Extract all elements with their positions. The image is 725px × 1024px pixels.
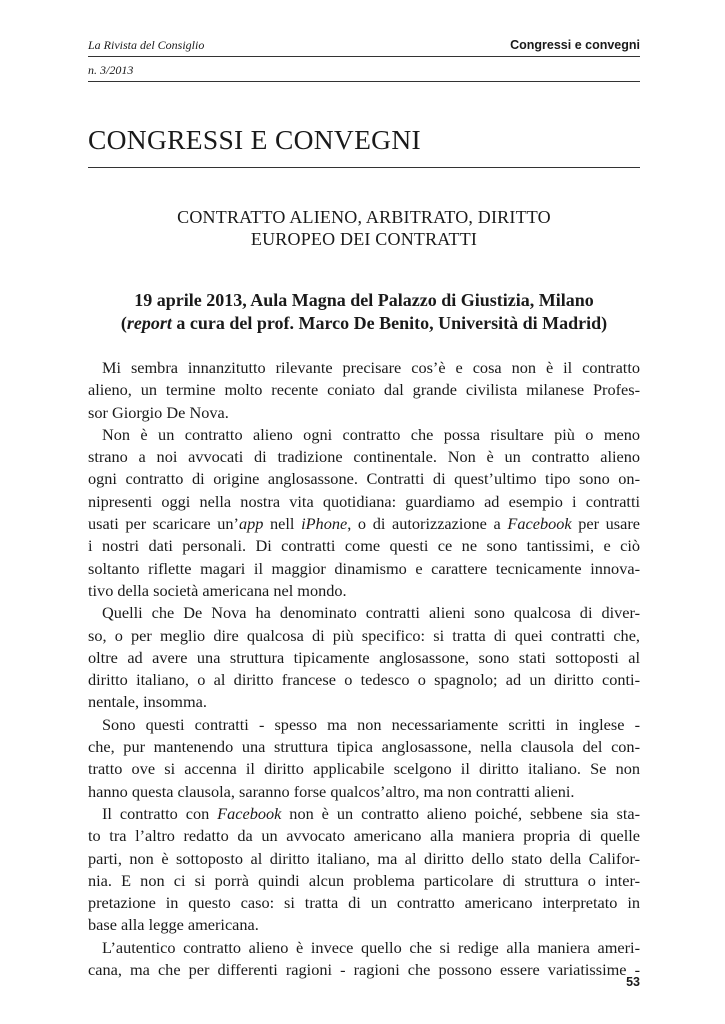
article-title-line: EUROPEO DEI CONTRATTI — [250, 229, 478, 249]
text-line: soltanto riflette magari il maggior dinamismo e carattere tecnicamente innova- — [88, 558, 640, 578]
text-line: sor Giorgio De Nova. — [88, 402, 229, 422]
page-number: 53 — [626, 975, 640, 989]
paragraph — [88, 424, 640, 602]
text-line: Quelli che De Nova ha denominato contratti alieni sono qualcosa di diver- — [102, 603, 640, 623]
text-line: to tra l’altro redatto da un avvocato americano alla maniera propria di quelle — [88, 826, 640, 846]
section-title: CONGRESSI E CONVEGNI — [88, 124, 421, 155]
text-line: L’autentico contratto alieno è invece quello che si redige alla maniera ameri- — [102, 937, 640, 957]
issue-number: n. 3/2013 — [88, 63, 134, 77]
paragraph — [88, 602, 640, 713]
text-line: nipresenti oggi nella nostra vita quotidiana: guardiamo ad esempio i contratti — [88, 491, 640, 511]
article-title — [88, 206, 640, 250]
paragraph — [88, 803, 640, 937]
text-line: tivo della società americana nel mondo. — [88, 580, 347, 600]
event-info — [88, 289, 640, 335]
text-line: oltre ad avere una struttura tipicamente anglosassone, sono stati sottoposti al — [88, 647, 640, 667]
text-line: che, pur mantenendo una struttura tipica anglosassone, nella clausola del con- — [88, 737, 640, 757]
text-line: Non è un contratto alieno ogni contratto che possa risultare più o meno — [102, 424, 640, 444]
text-line: so, o per meglio dire qualcosa di più specifico: si tratta di quei contratti che, — [88, 625, 640, 645]
header-rule — [88, 56, 640, 57]
article-title-line: CONTRATTO ALIENO, ARBITRATO, DIRITTO — [177, 207, 551, 227]
text-line: nia. E non ci si porrà quindi alcun problema particolare di struttura o inter- — [88, 870, 640, 890]
text-line: usati per scaricare un’app nell iPhone, o di autorizzazione a Facebook per usare — [88, 514, 640, 534]
text-line: nentale, insomma. — [88, 692, 207, 712]
text-line: Il contratto con Facebook non è un contratto alieno poiché, sebbene sia sta- — [102, 803, 640, 823]
text-line: cana, ma che per differenti ragioni - ragioni che possono essere variatissime - — [88, 960, 640, 980]
text-line: Sono questi contratti - spesso ma non necessariamente scritti in inglese - — [102, 714, 640, 734]
issue-rule — [88, 81, 640, 82]
text-line: ogni contratto di origine anglosassone. Contratti di quest’ultimo tipo sono on- — [88, 469, 640, 489]
event-line: 19 aprile 2013, Aula Magna del Palazzo di Giustizia, Milano — [134, 290, 594, 310]
running-section-name: Congressi e convegni — [510, 38, 640, 52]
report-word: report — [126, 313, 172, 333]
running-head — [88, 38, 640, 56]
journal-name: La Rivista del Consiglio — [88, 38, 205, 52]
text-line: strano a noi avvocati di tradizione continentale. Non è un contratto alieno — [88, 447, 640, 467]
text-line: alieno, un termine molto recente coniato dal grande civilista milanese Profes- — [88, 380, 640, 400]
text-line: Mi sembra innanzitutto rilevante precisare cos’è e cosa non è il contratto — [102, 358, 640, 377]
text-line: pretazione in questo caso: si tratta di un contratto americano interpretato in — [88, 893, 640, 913]
text-line: tratto ove si accenna il diritto applicabile scelgono il diritto italiano. Se non — [88, 759, 640, 779]
paragraph — [88, 357, 640, 424]
report-credit: (report a cura del prof. Marco De Benito, Università di Madrid) — [120, 313, 608, 333]
text-line: base alla legge americana. — [88, 915, 259, 935]
text-line: hanno questa clausola, saranno forse qualcos’altro, ma non contratti alieni. — [88, 781, 575, 801]
text-line: parti, non è sottoposto al diritto italiano, ma al diritto dello stato della Califor- — [88, 848, 640, 868]
section-title-rule — [88, 167, 640, 168]
article-body — [88, 357, 640, 981]
paragraph — [88, 937, 640, 982]
text-line: i nostri dati personali. Di contratti come questi ce ne sono tantissimi, e ciò — [88, 536, 640, 556]
paragraph — [88, 714, 640, 803]
text-line: diritto italiano, o al diritto francese o tedesco o spagnolo; ad un diritto conti- — [88, 670, 640, 690]
